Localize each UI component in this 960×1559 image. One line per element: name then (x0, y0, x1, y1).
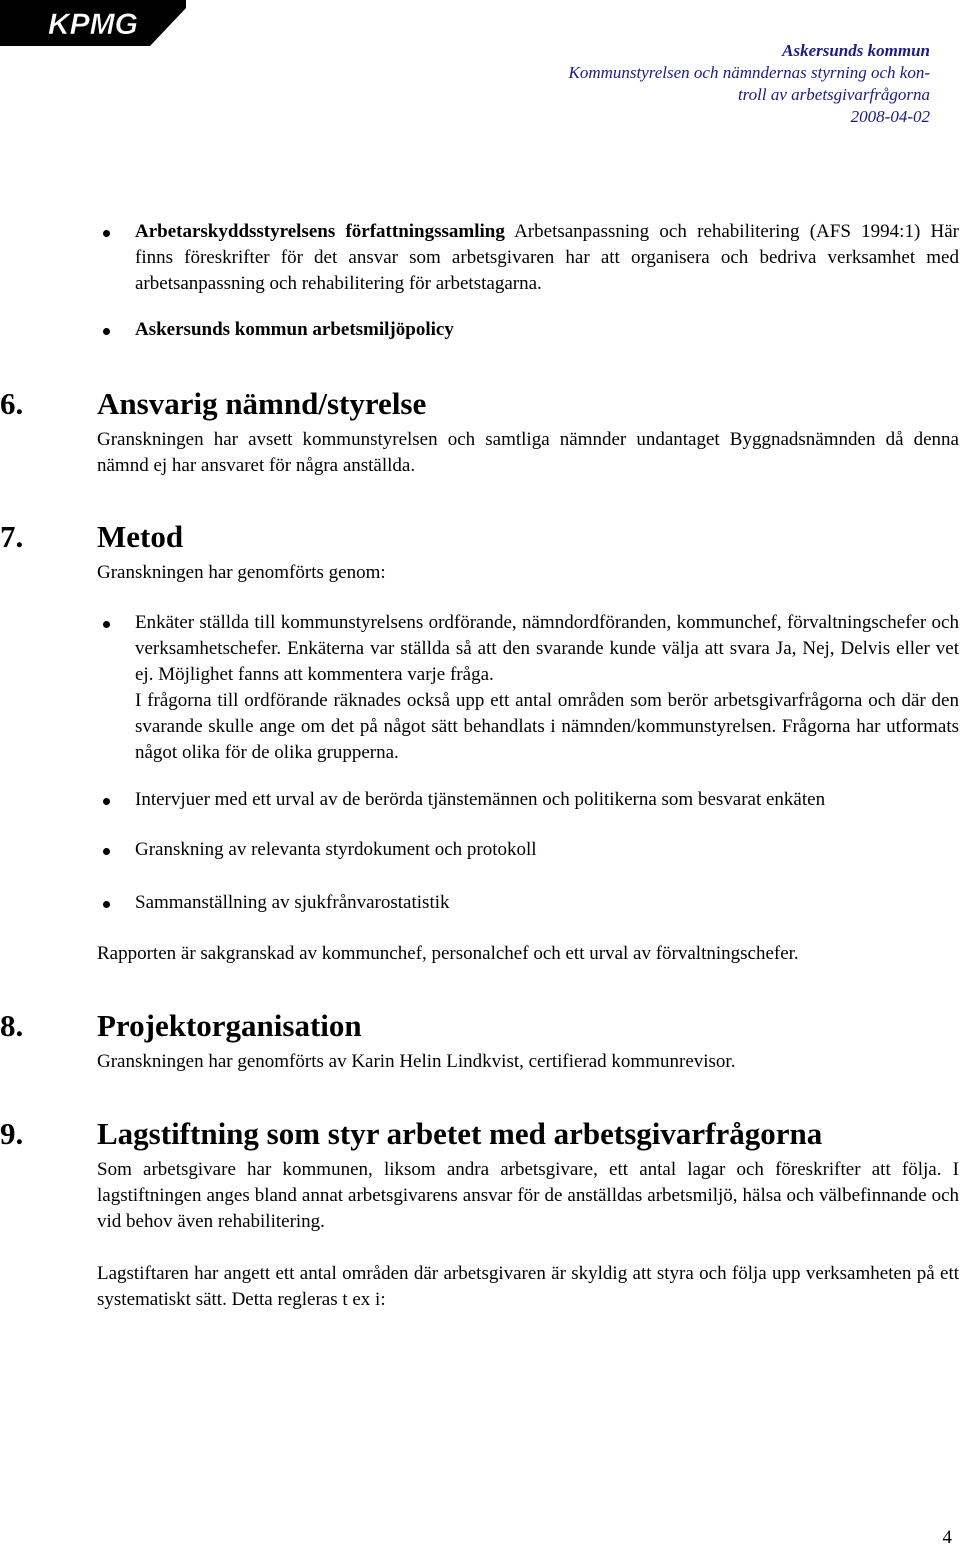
list-item-text: Enkäter ställda till kommunstyrelsens ordförande, nämndordföranden, kommunchef, förvaltningschefer och verksamhetschefer. Enkäterna var ställda så att den svarande kunde välja att svara Ja, Nej, Delvis eller vet ej. Möjlighet fanns att kommentera varje fråga. (135, 612, 959, 685)
list-item-text: Intervjuer med ett urval av de berörda tjänstemännen och politikerna som besvarat enkäten (135, 789, 826, 810)
section-8-paragraph: Granskningen har genomförts av Karin Helin Lindkvist, certifierad kommunrevisor. (97, 1051, 736, 1072)
page-number: 4 (942, 1527, 952, 1548)
kpmg-logo-mark (0, 0, 186, 46)
section-title: Ansvarig nämnd/styrelse (97, 386, 427, 421)
section-title: Projektorganisation (97, 1008, 362, 1043)
kpmg-logo (0, 0, 186, 46)
header-subtitle-line1: Kommunstyrelsen och nämndernas styrning och kon- (568, 63, 930, 82)
section-heading-6 (0, 386, 959, 422)
section-number: 9. (0, 1116, 24, 1151)
section-9-paragraph-1: Som arbetsgivare har kommunen, liksom andra arbetsgivare, ett antal lagar och föreskrifter att följa. I lagstiftningen anges bland annat arbetsgivarens ansvar för de anställdas arbetsmiljö, hälsa och välbefinnande och vid behov även rehabilitering. (97, 1159, 959, 1232)
list-item-continuation: I frågorna till ordförande räknades också upp ett antal områden som berör arbetsgivarfrågorna och där den svarande skulle ange om det på något sätt behandlats i nämnden/kommunstyrelsen. Frågorna har utformats något olika för de olika grupperna. (135, 690, 959, 763)
header-date: 2008-04-02 (850, 107, 930, 126)
section-9-paragraph-2: Lagstiftaren har angett ett antal områden där arbetsgivaren är skyldig att styra och följa upp verksamheten på ett systematiskt sätt. Detta regleras t ex i: (97, 1263, 959, 1310)
section-7-intro: Granskningen har genomförts genom: (97, 562, 386, 583)
section-title: Metod (97, 519, 184, 554)
intro-bullet-list (97, 219, 959, 343)
list-item-text: Arbetsanpassning och rehabilitering (AFS 1994:1) Här finns föreskrifter för det ansvar som arbetsgivaren har att organisera och bedriva verksamhet med arbetsanpassning och rehabilitering för arbetstagarna. (135, 221, 960, 294)
list-item-text: Granskning av relevanta styrdokument och protokoll (135, 839, 537, 860)
list-item (97, 837, 959, 863)
header-organisation: Askersunds kommun (782, 41, 930, 60)
list-item (97, 317, 959, 343)
list-item-bold: Arbetarskyddsstyrelsens författningssamling (135, 221, 505, 242)
kpmg-logo-text: KPMG (48, 8, 138, 41)
section-number: 8. (0, 1008, 24, 1043)
section-heading-9 (0, 1116, 959, 1152)
section-number: 7. (0, 519, 24, 554)
document-header (568, 40, 930, 128)
header-subtitle-line2: troll av arbetsgivarfrågorna (737, 85, 930, 104)
list-item-text: Sammanställning av sjukfrånvarostatistik (135, 892, 450, 913)
section-7-closing: Rapporten är sakgranskad av kommunchef, personalchef och ett urval av förvaltningschefer. (97, 943, 799, 964)
list-item (97, 610, 959, 766)
section-title: Lagstiftning som styr arbetet med arbetsgivarfrågorna (97, 1116, 823, 1151)
section-heading-8 (0, 1008, 959, 1044)
section-6-paragraph: Granskningen har avsett kommunstyrelsen och samtliga nämnder undantaget Byggnadsnämnden då denna nämnd ej har ansvaret för några anställda. (97, 429, 959, 476)
method-bullet-list (97, 610, 959, 916)
document-body (0, 219, 960, 1313)
list-item (97, 890, 959, 916)
list-item (97, 219, 959, 297)
section-number: 6. (0, 386, 24, 421)
list-item-bold: Askersunds kommun arbetsmiljöpolicy (135, 319, 454, 340)
list-item (97, 787, 959, 813)
section-heading-7 (0, 519, 959, 555)
